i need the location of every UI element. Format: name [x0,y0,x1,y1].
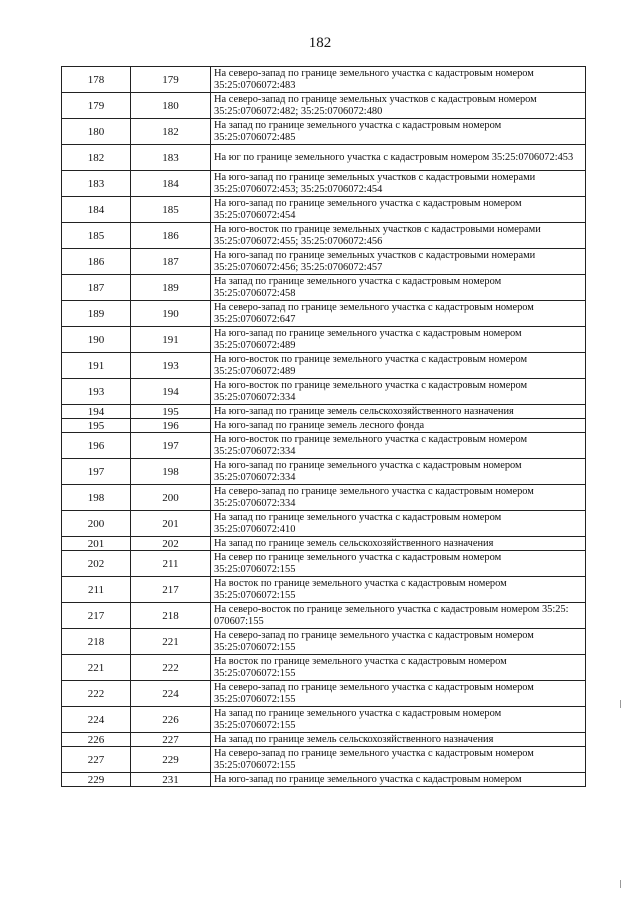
point-to-cell: 229 [131,747,211,773]
point-from-cell: 186 [62,249,131,275]
point-to-cell: 183 [131,145,211,171]
point-from-cell: 179 [62,93,131,119]
point-to-cell: 221 [131,629,211,655]
description-cell: На северо-запад по границе земельного участка с кадастровым номером 35:25:0706072:155 [211,747,586,773]
point-from-cell: 229 [62,773,131,787]
table-row [62,511,586,537]
point-from-cell: 187 [62,275,131,301]
point-to-cell: 190 [131,301,211,327]
point-to-cell: 184 [131,171,211,197]
point-from-cell: 182 [62,145,131,171]
point-to-cell: 217 [131,577,211,603]
point-to-cell: 186 [131,223,211,249]
description-cell: На запад по границе земельного участка с кадастровым номером 35:25:0706072:458 [211,275,586,301]
description-cell: На юг по границе земельного участка с кадастровым номером 35:25:0706072:453 [211,145,586,171]
point-from-cell: 201 [62,537,131,551]
description-cell: На юго-запад по границе земельного участка с кадастровым номером 35:25:0706072:334 [211,459,586,485]
point-from-cell: 190 [62,327,131,353]
point-from-cell: 185 [62,223,131,249]
point-from-cell: 218 [62,629,131,655]
point-to-cell: 193 [131,353,211,379]
table-body [62,67,586,787]
point-from-cell: 196 [62,433,131,459]
table-row [62,681,586,707]
table-row [62,459,586,485]
table-row [62,327,586,353]
point-from-cell: 226 [62,733,131,747]
table-row [62,577,586,603]
description-cell: На восток по границе земельного участка с кадастровым номером 35:25:0706072:155 [211,655,586,681]
table-row [62,747,586,773]
description-cell: На юго-запад по границе земельного участка с кадастровым номером [211,773,586,787]
table-row [62,551,586,577]
point-to-cell: 179 [131,67,211,93]
point-from-cell: 193 [62,379,131,405]
table-row [62,485,586,511]
point-from-cell: 200 [62,511,131,537]
description-cell: На запад по границе земельного участка с кадастровым номером 35:25:0706072:410 [211,511,586,537]
point-to-cell: 211 [131,551,211,577]
table-row [62,353,586,379]
table-row [62,275,586,301]
description-cell: На юго-запад по границе земельных участков с кадастровыми номерами 35:25:0706072:453; 35:25:0706072:454 [211,171,586,197]
table-row [62,603,586,629]
description-cell: На северо-запад по границе земельного участка с кадастровым номером 35:25:0706072:483 [211,67,586,93]
table-row [62,733,586,747]
point-from-cell: 194 [62,405,131,419]
point-to-cell: 202 [131,537,211,551]
description-cell: На запад по границе земельного участка с кадастровым номером 35:25:0706072:485 [211,119,586,145]
point-from-cell: 198 [62,485,131,511]
description-cell: На юго-запад по границе земельных участков с кадастровыми номерами 35:25:0706072:456; 35:25:0706072:457 [211,249,586,275]
description-cell: На северо-запад по границе земельного участка с кадастровым номером 35:25:0706072:334 [211,485,586,511]
point-to-cell: 218 [131,603,211,629]
point-from-cell: 178 [62,67,131,93]
point-from-cell: 224 [62,707,131,733]
scan-edge-mark [620,880,621,888]
description-cell: На юго-восток по границе земельных участков с кадастровыми номерами 35:25:0706072:455; 35:25:0706072:456 [211,223,586,249]
point-to-cell: 222 [131,655,211,681]
description-cell: На северо-восток по границе земельного участка с кадастровым номером 35:25: 070607:155 [211,603,586,629]
point-to-cell: 224 [131,681,211,707]
point-from-cell: 197 [62,459,131,485]
point-to-cell: 200 [131,485,211,511]
point-from-cell: 217 [62,603,131,629]
table-row [62,301,586,327]
point-to-cell: 201 [131,511,211,537]
description-cell: На запад по границе земельного участка с кадастровым номером 35:25:0706072:155 [211,707,586,733]
point-from-cell: 202 [62,551,131,577]
description-cell: На север по границе земельного участка с кадастровым номером 35:25:0706072:155 [211,551,586,577]
point-to-cell: 191 [131,327,211,353]
table-row [62,145,586,171]
point-to-cell: 185 [131,197,211,223]
description-cell: На восток по границе земельного участка с кадастровым номером 35:25:0706072:155 [211,577,586,603]
table-row [62,629,586,655]
point-from-cell: 189 [62,301,131,327]
point-from-cell: 221 [62,655,131,681]
table-row [62,67,586,93]
point-to-cell: 227 [131,733,211,747]
table-row [62,537,586,551]
table-row [62,93,586,119]
table-row [62,119,586,145]
point-from-cell: 227 [62,747,131,773]
point-to-cell: 180 [131,93,211,119]
table-row [62,655,586,681]
table-row [62,249,586,275]
description-cell: На юго-запад по границе земельного участка с кадастровым номером 35:25:0706072:489 [211,327,586,353]
description-cell: На северо-запад по границе земельного участка с кадастровым номером 35:25:0706072:647 [211,301,586,327]
description-cell: На юго-запад по границе земель сельскохозяйственного назначения [211,405,586,419]
point-from-cell: 195 [62,419,131,433]
point-to-cell: 189 [131,275,211,301]
point-from-cell: 180 [62,119,131,145]
point-from-cell: 191 [62,353,131,379]
point-to-cell: 231 [131,773,211,787]
point-from-cell: 211 [62,577,131,603]
description-cell: На юго-запад по границе земель лесного фонда [211,419,586,433]
point-to-cell: 198 [131,459,211,485]
point-to-cell: 195 [131,405,211,419]
point-to-cell: 197 [131,433,211,459]
point-to-cell: 187 [131,249,211,275]
description-cell: На юго-запад по границе земельного участка с кадастровым номером 35:25:0706072:454 [211,197,586,223]
table-row [62,405,586,419]
table-row [62,707,586,733]
description-cell: На северо-запад по границе земельного участка с кадастровым номером 35:25:0706072:155 [211,629,586,655]
boundary-description-table [61,66,586,787]
table-row [62,419,586,433]
point-to-cell: 194 [131,379,211,405]
table-row [62,197,586,223]
table-row [62,223,586,249]
point-from-cell: 222 [62,681,131,707]
scan-edge-mark [620,700,621,708]
table-row [62,379,586,405]
point-to-cell: 182 [131,119,211,145]
table-row [62,171,586,197]
table-row [62,773,586,787]
description-cell: На юго-восток по границе земельного участка с кадастровым номером 35:25:0706072:489 [211,353,586,379]
point-to-cell: 196 [131,419,211,433]
description-cell: На северо-запад по границе земельных участков с кадастровым номером 35:25:0706072:482; 35:25:0706072:480 [211,93,586,119]
table-row [62,433,586,459]
point-to-cell: 226 [131,707,211,733]
description-cell: На запад по границе земель сельскохозяйственного назначения [211,537,586,551]
description-cell: На юго-восток по границе земельного участка с кадастровым номером 35:25:0706072:334 [211,433,586,459]
description-cell: На запад по границе земель сельскохозяйственного назначения [211,733,586,747]
description-cell: На северо-запад по границе земельного участка с кадастровым номером 35:25:0706072:155 [211,681,586,707]
point-from-cell: 183 [62,171,131,197]
point-from-cell: 184 [62,197,131,223]
page-number: 182 [308,35,332,51]
description-cell: На юго-восток по границе земельного участка с кадастровым номером 35:25:0706072:334 [211,379,586,405]
